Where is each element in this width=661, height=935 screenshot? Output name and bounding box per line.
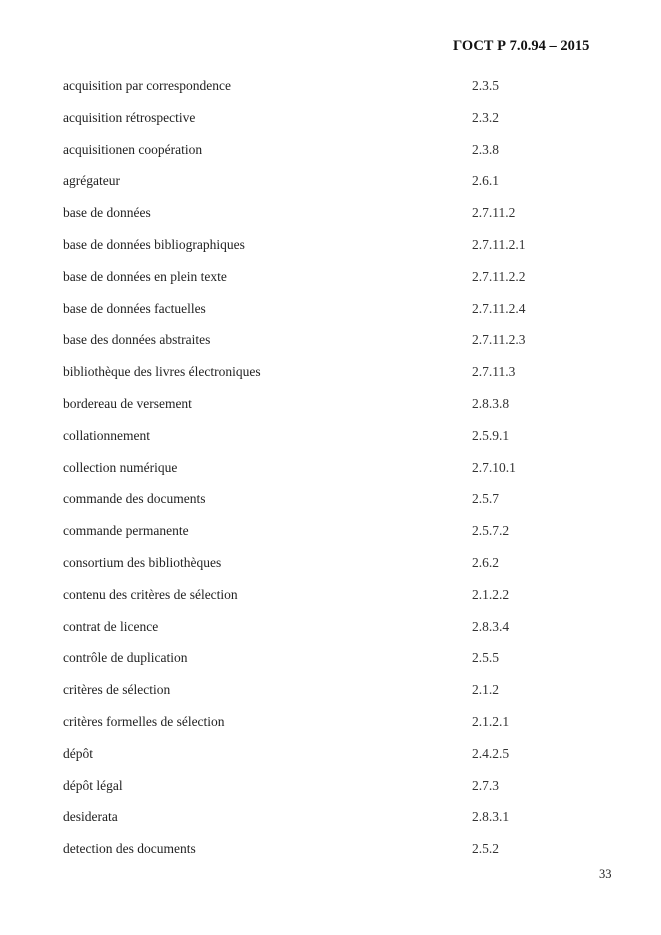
index-row bbox=[63, 139, 583, 171]
index-row bbox=[63, 425, 583, 457]
index-ref: 2.1.2 bbox=[472, 682, 499, 698]
index-row bbox=[63, 329, 583, 361]
index-ref: 2.4.2.5 bbox=[472, 745, 510, 761]
index-ref: 2.3.2 bbox=[472, 109, 499, 125]
index-row bbox=[63, 266, 583, 298]
index-term: collection numérique bbox=[63, 459, 178, 475]
index-term: collationnement bbox=[63, 427, 150, 443]
index-row bbox=[63, 170, 583, 202]
index-row bbox=[63, 616, 583, 648]
index-ref: 2.7.11.2.2 bbox=[472, 268, 526, 284]
index-ref: 2.7.3 bbox=[472, 777, 499, 793]
index-term: desiderata bbox=[63, 809, 118, 825]
index-ref: 2.7.11.2.4 bbox=[472, 300, 526, 316]
index-term: bordereau de versement bbox=[63, 395, 192, 411]
index-ref: 2.5.2 bbox=[472, 841, 499, 857]
index-ref: 2.7.11.3 bbox=[472, 364, 516, 380]
index-ref: 2.8.3.8 bbox=[472, 395, 510, 411]
index-row bbox=[63, 202, 583, 234]
index-ref: 2.3.5 bbox=[472, 78, 499, 93]
index-ref: 2.7.11.2 bbox=[472, 205, 516, 221]
page-number: 33 bbox=[599, 867, 612, 881]
index-row bbox=[63, 679, 583, 711]
index-term: base des données abstraites bbox=[63, 332, 211, 348]
page-header-standard: ГОСТ Р 7.0.94 – 2015 bbox=[453, 38, 590, 54]
index-term: contenu des critères de sélection bbox=[63, 586, 238, 602]
index-row bbox=[63, 361, 583, 393]
index-row bbox=[63, 234, 583, 266]
index-term: base de données bbox=[63, 205, 151, 221]
index-term: acquisitionen coopération bbox=[63, 141, 203, 157]
index-term: consortium des bibliothèques bbox=[63, 554, 222, 570]
index-ref: 2.1.2.2 bbox=[472, 586, 510, 602]
index-row bbox=[63, 647, 583, 679]
index-row bbox=[63, 838, 583, 870]
index-term: base de données bibliographiques bbox=[63, 236, 245, 252]
index-row bbox=[63, 584, 583, 616]
index-row bbox=[63, 520, 583, 552]
index-term: agrégateur bbox=[63, 173, 120, 189]
index-ref: 2.1.2.1 bbox=[472, 713, 510, 729]
index-ref: 2.7.11.2.3 bbox=[472, 332, 526, 348]
index-ref: 2.6.1 bbox=[472, 173, 499, 189]
index-term: detection des documents bbox=[63, 841, 196, 857]
index-ref: 2.3.8 bbox=[472, 141, 499, 157]
index-list bbox=[63, 75, 583, 870]
index-term: acquisition rétrospective bbox=[63, 109, 196, 125]
index-ref: 2.5.7.2 bbox=[472, 523, 510, 539]
index-term: base de données en plein texte bbox=[63, 268, 227, 284]
index-term: critères de sélection bbox=[63, 682, 171, 698]
index-ref: 2.5.9.1 bbox=[472, 427, 510, 443]
index-row bbox=[63, 75, 583, 107]
index-term: dépôt légal bbox=[63, 777, 123, 793]
index-term: acquisition par correspondence bbox=[63, 78, 231, 93]
index-row bbox=[63, 743, 583, 775]
index-ref: 2.7.10.1 bbox=[472, 459, 516, 475]
index-term: base de données factuelles bbox=[63, 300, 206, 316]
index-ref: 2.5.5 bbox=[472, 650, 499, 666]
index-ref: 2.8.3.1 bbox=[472, 809, 510, 825]
index-row bbox=[63, 775, 583, 807]
index-term: contrat de licence bbox=[63, 618, 159, 634]
index-ref: 2.5.7 bbox=[472, 491, 499, 507]
index-ref: 2.6.2 bbox=[472, 554, 499, 570]
index-term: bibliothèque des livres électroniques bbox=[63, 364, 261, 380]
index-row bbox=[63, 711, 583, 743]
index-row bbox=[63, 488, 583, 520]
index-term: contrôle de duplication bbox=[63, 650, 188, 666]
index-term: commande permanente bbox=[63, 523, 189, 539]
index-ref: 2.8.3.4 bbox=[472, 618, 510, 634]
index-row bbox=[63, 806, 583, 838]
index-row bbox=[63, 457, 583, 489]
index-row bbox=[63, 393, 583, 425]
index-term: critères formelles de sélection bbox=[63, 713, 225, 729]
index-row bbox=[63, 552, 583, 584]
index-term: commande des documents bbox=[63, 491, 206, 507]
index-row bbox=[63, 107, 583, 139]
index-term: dépôt bbox=[63, 745, 93, 761]
index-ref: 2.7.11.2.1 bbox=[472, 236, 526, 252]
index-row bbox=[63, 298, 583, 330]
